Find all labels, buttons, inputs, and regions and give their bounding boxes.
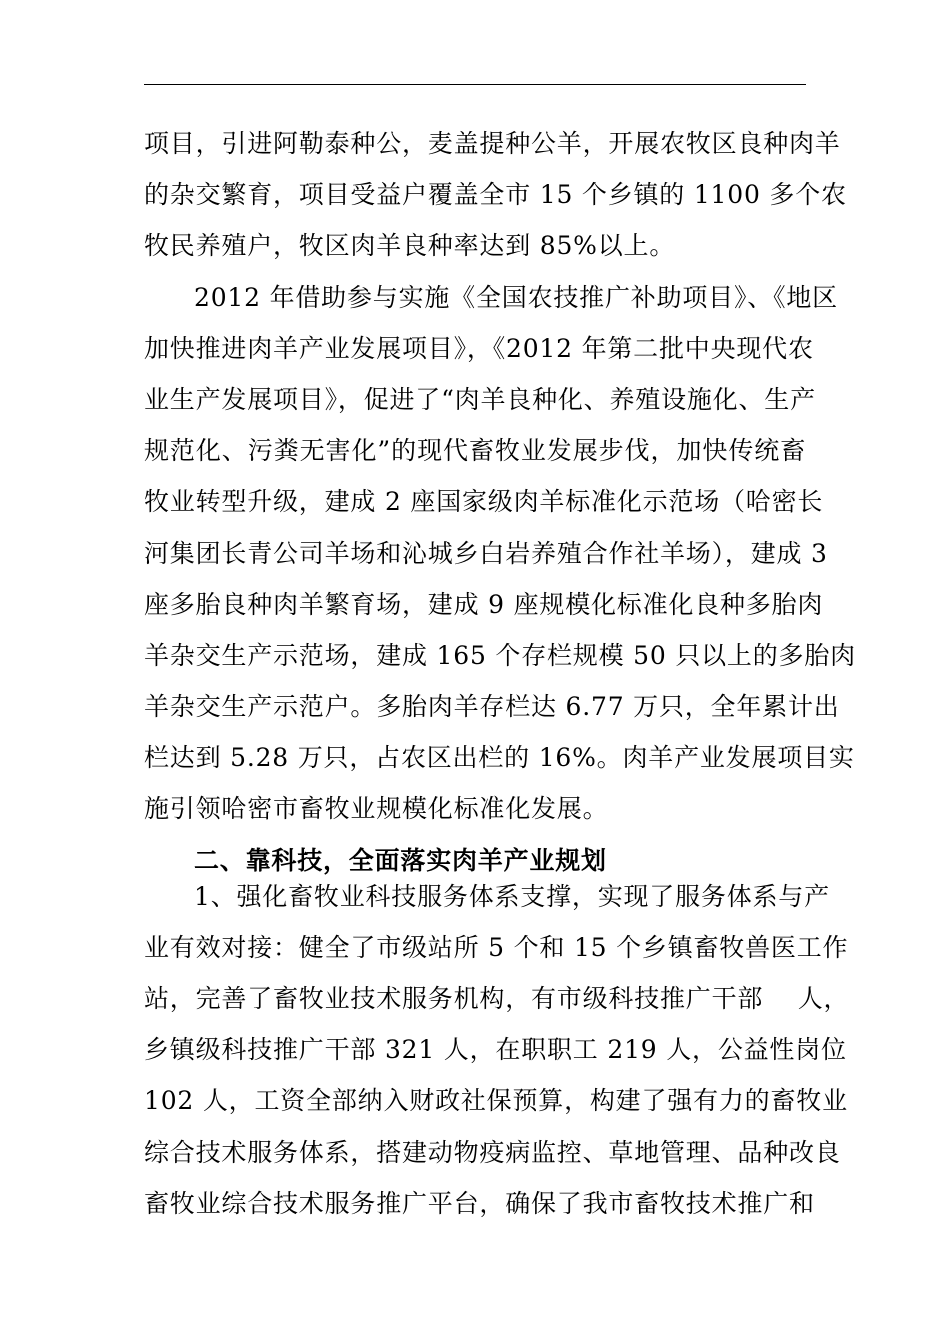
paragraph-line: 羊杂交生产示范场，建成 165 个存栏规模 50 只以上的多胎肉 <box>144 640 856 670</box>
header-rule <box>144 84 806 85</box>
paragraph-line: 河集团长青公司羊场和沁城乡白岩养殖合作社羊场），建成 3 <box>144 538 828 568</box>
paragraph-line: 的杂交繁育，项目受益户覆盖全市 15 个乡镇的 1100 多个农 <box>144 180 847 210</box>
paragraph-line: 畜牧业综合技术服务推广平台，确保了我市畜牧技术推广和 <box>144 1188 815 1218</box>
paragraph-line: 栏达到 5.28 万只，占农区出栏的 16%。肉羊产业发展项目实 <box>144 743 855 773</box>
paragraph-line: 102 人，工资全部纳入财政社保预算，构建了强有力的畜牧业 <box>144 1086 848 1116</box>
paragraph-line: 综合技术服务体系，搭建动物疫病监控、草地管理、品种改良 <box>144 1137 841 1167</box>
paragraph-line: 1、强化畜牧业科技服务体系支撑，实现了服务体系与产 <box>194 881 830 911</box>
body-text <box>144 124 856 1235</box>
paragraph-line: 业有效对接：健全了市级站所 5 个和 15 个乡镇畜牧兽医工作 <box>144 932 849 962</box>
paragraph-line: 牧民养殖户，牧区肉羊良种率达到 85%以上。 <box>144 231 676 261</box>
paragraph-line: 乡镇级科技推广干部 321 人，在职职工 219 人，公益性岗位 <box>144 1035 847 1065</box>
paragraph-line: 加快推进肉羊产业发展项目》，《2012 年第二批中央现代农 <box>144 333 814 363</box>
paragraph-line: 项目，引进阿勒泰种公，麦盖提种公羊，开展农牧区良种肉羊 <box>144 129 841 158</box>
paragraph-line: 牧业转型升级，建成 2 座国家级肉羊标准化示范场（哈密长 <box>144 487 824 517</box>
paragraph-line: 业生产发展项目》，促进了“肉羊良种化、养殖设施化、生产 <box>144 384 816 414</box>
paragraph-line: 施引领哈密市畜牧业规模化标准化发展。 <box>144 794 609 824</box>
paragraph-line: 2012 年借助参与实施《全国农技推广补助项目》、《地区 <box>194 282 838 312</box>
paragraph-line: 座多胎良种肉羊繁育场，建成 9 座规模化标准化良种多胎肉 <box>144 589 824 619</box>
section-heading: 二、靠科技，全面落实肉羊产业规划 <box>194 845 607 875</box>
paragraph-line: 站，完善了畜牧业技术服务机构，有市级科技推广干部 人， <box>144 984 850 1013</box>
paragraph-line: 规范化、污粪无害化”的现代畜牧业发展步伐，加快传统畜 <box>144 436 806 466</box>
paragraph-line: 羊杂交生产示范户。多胎肉羊存栏达 6.77 万只，全年累计出 <box>144 692 840 722</box>
